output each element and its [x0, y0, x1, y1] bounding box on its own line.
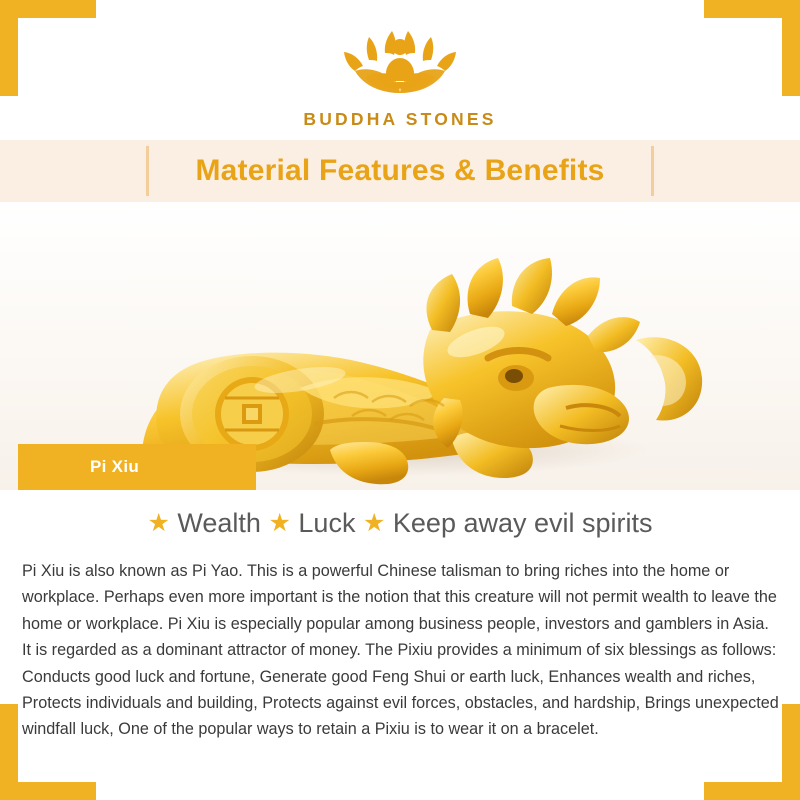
corner-frame-top-right-vertical: [782, 0, 800, 96]
brand-header: [0, 18, 800, 138]
star-icon: ★: [362, 509, 386, 537]
page-title: Material Features & Benefits: [195, 154, 605, 187]
benefits-headline: [0, 508, 800, 539]
product-caption-tab: [18, 444, 256, 490]
benefit-label-luck: Luck: [298, 508, 356, 538]
benefit-label-evil-spirits: Keep away evil spirits: [392, 508, 653, 538]
product-caption-label: Pi Xiu: [90, 457, 140, 476]
star-icon: ★: [268, 509, 291, 537]
corner-frame-top-left-vertical: [0, 0, 18, 96]
star-icon: ★: [147, 509, 170, 537]
corner-frame-bottom-right-vertical: [782, 704, 800, 800]
lotus-meditation-figure-icon: [325, 27, 475, 105]
description-paragraph: Pi Xiu is also known as Pi Yao. This is a powerful Chinese talisman to bring riches into the home or workplace. Perhaps even more important is the notion that this creature will not permit wealth to leave the home or workplace. Pi Xiu is especially popular among business people, investors and gamblers in Asia. It is regarded as a dominant attractor of money. The Pixiu provides a minimum of six blessings as follows: Conducts good luck and fortune, Generate good Feng Shui or earth luck, Enhances wealth and riches, Protects individuals and building, Protects against evil forces, obstacles, and hardship, Brings unexpected windfall luck, One of the popular ways to retain a Pixiu is to wear it on a bracelet.: [22, 562, 779, 739]
brand-name: BUDDHA STONES: [303, 108, 497, 129]
benefit-label-wealth: Wealth: [177, 508, 261, 538]
corner-frame-bottom-left-vertical: [0, 704, 18, 800]
title-banner: [0, 140, 800, 202]
